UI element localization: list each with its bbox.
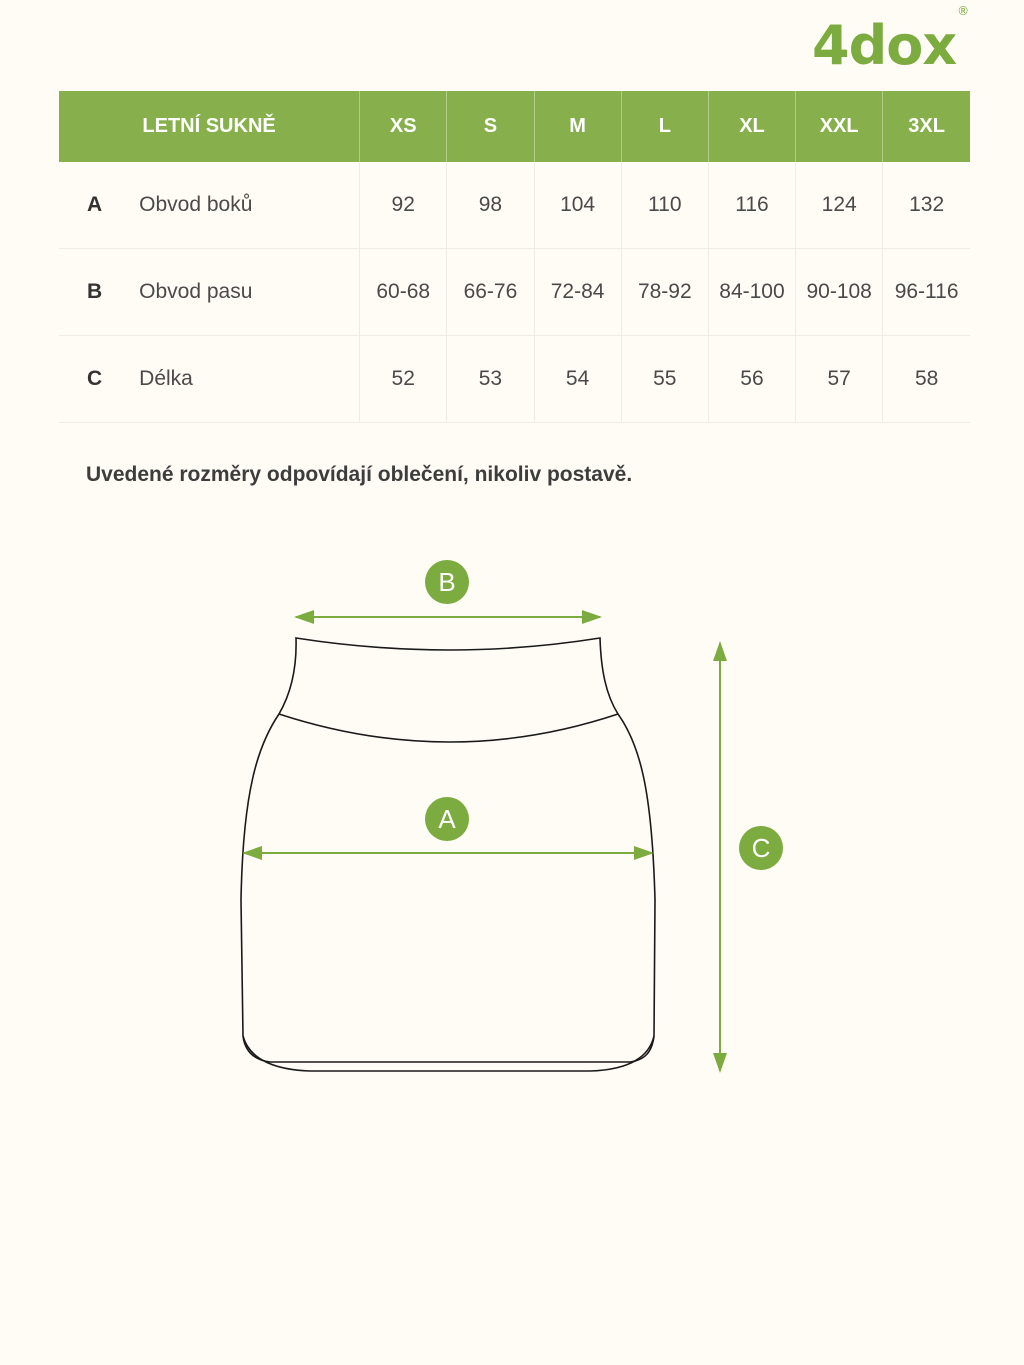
- row-value: 84-100: [708, 249, 795, 336]
- row-value: 72-84: [534, 249, 621, 336]
- row-value: 92: [360, 162, 447, 249]
- row-value: 58: [883, 336, 970, 423]
- skirt-outline: [241, 638, 655, 1071]
- row-letter: A: [59, 162, 139, 249]
- row-value: 55: [621, 336, 708, 423]
- row-value: 78-92: [621, 249, 708, 336]
- row-name: Délka: [139, 336, 359, 423]
- skirt-body: [241, 638, 655, 1062]
- badge-a: [425, 797, 469, 841]
- size-header: XS: [360, 91, 447, 162]
- badge-c: [739, 826, 783, 870]
- row-value: 66-76: [447, 249, 534, 336]
- size-header: M: [534, 91, 621, 162]
- badge-b: [425, 560, 469, 604]
- row-value: 96-116: [883, 249, 970, 336]
- row-name: Obvod pasu: [139, 249, 359, 336]
- badge-c-label: C: [751, 833, 771, 863]
- row-value: 132: [883, 162, 970, 249]
- row-name: Obvod boků: [139, 162, 359, 249]
- row-value: 53: [447, 336, 534, 423]
- badge-a-label: A: [438, 804, 456, 834]
- row-value: 57: [796, 336, 883, 423]
- row-letter: C: [59, 336, 139, 423]
- table-title: LETNÍ SUKNĚ: [59, 91, 360, 162]
- badge-b-label: B: [438, 567, 456, 597]
- row-value: 98: [447, 162, 534, 249]
- size-header: 3XL: [883, 91, 970, 162]
- row-value: 52: [360, 336, 447, 423]
- row-value: 104: [534, 162, 621, 249]
- brand-name: 4dox: [812, 14, 957, 77]
- row-value: 110: [621, 162, 708, 249]
- size-header: XXL: [796, 91, 883, 162]
- row-value: 116: [708, 162, 795, 249]
- row-letter: B: [59, 249, 139, 336]
- registered-mark: ®: [957, 4, 969, 18]
- size-header: XL: [708, 91, 795, 162]
- row-value: 56: [708, 336, 795, 423]
- row-value: 54: [534, 336, 621, 423]
- size-header: S: [447, 91, 534, 162]
- row-value: 90-108: [796, 249, 883, 336]
- sizing-note: Uvedené rozměry odpovídají oblečení, nikoliv postavě.: [86, 463, 633, 486]
- row-value: 124: [796, 162, 883, 249]
- size-header: L: [621, 91, 708, 162]
- row-value: 60-68: [360, 249, 447, 336]
